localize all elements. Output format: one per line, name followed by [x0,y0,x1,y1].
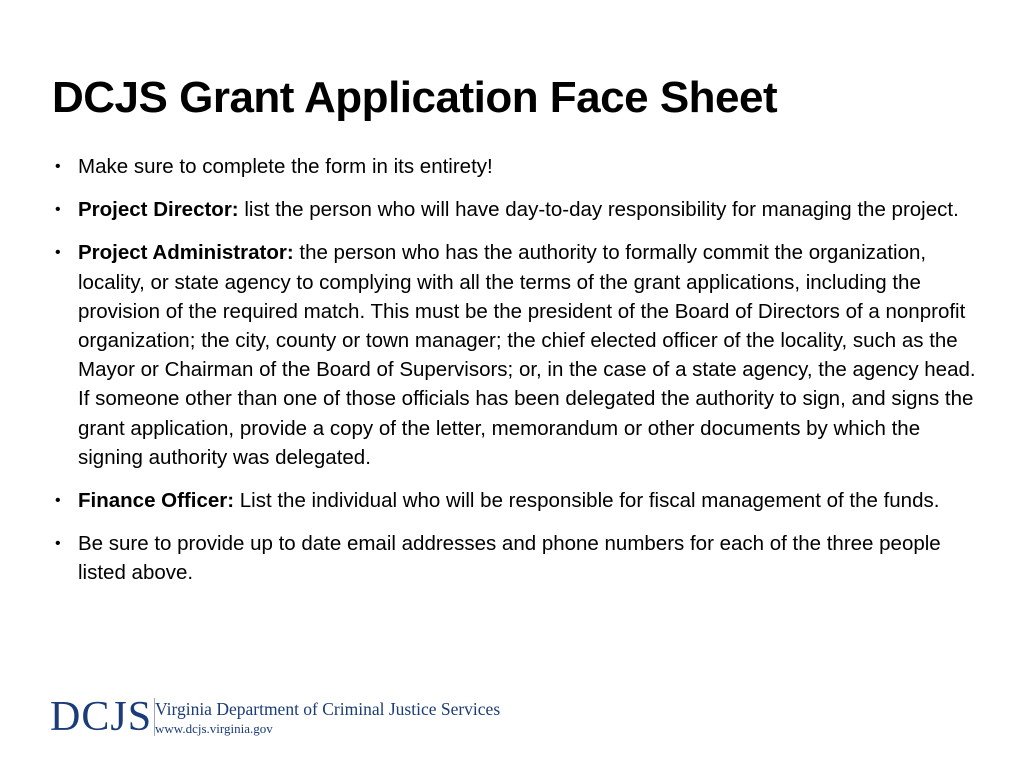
slide-title: DCJS Grant Application Face Sheet [52,73,778,122]
dcjs-logo [50,694,510,740]
bullet-text: Be sure to provide up to date email addresses and phone numbers for each of the three people listed above. [78,532,941,585]
bullet-dot-icon: • [55,201,61,219]
bullet-text: list the person who will have day-to-day responsibility for managing the project. [238,198,959,222]
bullet-label: Finance Officer: [78,489,235,513]
bullet-dot-icon: • [55,492,61,510]
logo-url: www.dcjs.virginia.gov [155,721,273,736]
bullet-dot-icon: • [55,158,61,175]
bullet-item [55,195,985,224]
bullet-text: the person who has the authority to formally commit the organization, locality, or state agency to complying with all the terms of the grant applications, including the provision of the required match. This must be the president of the Board of Directors of a nonprofit organization; the city, county or town manager; the chief elected officer of the locality, such as the Mayor or Chairman of the Board of Supervisors; or, in the case of a state agency, the agency head. If someone other than one of those officials has been delegated the authority to sign, and signs the grant application, provide a copy of the letter, memorandum or other documents by which the signing authority was delegated. [78,241,976,469]
bullet-label: Project Director: [78,198,239,222]
bullet-dot-icon: • [55,244,61,262]
bullet-label: Project Administrator: [78,241,294,265]
logo-mark: DCJS [50,694,153,740]
bullet-item [55,486,985,515]
bullet-list [55,152,985,602]
bullet-item [55,529,985,587]
bullet-text: Make sure to complete the form in its entirety! [78,155,493,178]
bullet-text: List the individual who will be responsible for fiscal management of the funds. [234,489,940,513]
bullet-dot-icon: • [55,535,61,553]
logo-org-name: Virginia Department of Criminal Justice Services [155,699,501,719]
bullet-item [55,152,985,181]
bullet-item [55,238,985,472]
